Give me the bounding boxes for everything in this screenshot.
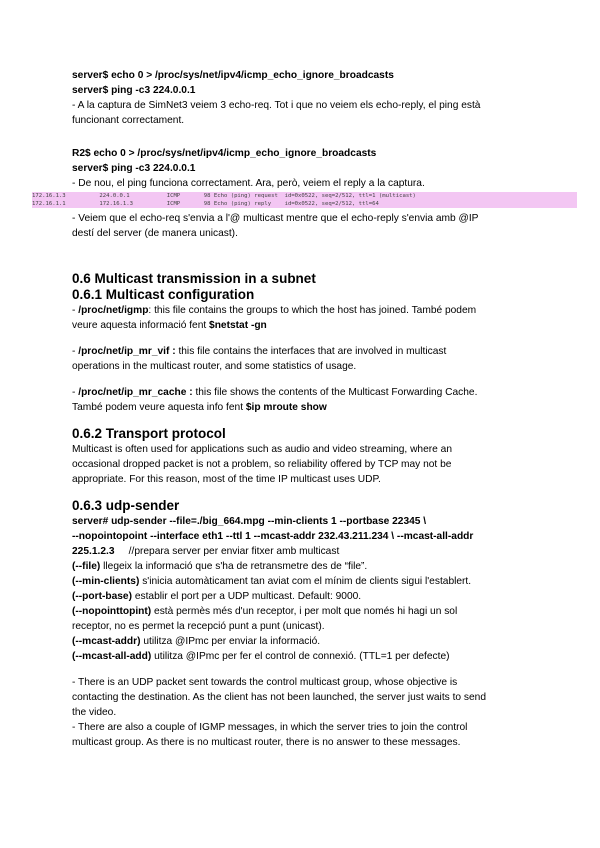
text-span: this file shows the contents of the Multicast Forwarding Cache. [192, 387, 478, 398]
text-span: this file contains the interfaces that are involved in multicast [175, 346, 447, 357]
capture-row: 172.16.1.1 172.16.1.3 ICMP 98 Echo (ping) reply id=0x0522, seq=2/512, ttl=64 [32, 201, 379, 207]
option-description: utilitza @IPmc per fer el control de connexió. (TTL=1 per defecte) [151, 651, 450, 662]
command-text: R2$ echo 0 > /proc/sys/net/ipv4/icmp_echo_ignore_broadcasts [72, 148, 377, 159]
option-key: (--mcast-all-add) [72, 651, 152, 662]
option-key: (--file) [72, 561, 101, 572]
paragraph-line [72, 318, 532, 333]
option-key: (--mcast-addr) [72, 636, 141, 647]
command-text: 225.1.2.3 [72, 546, 115, 557]
section-heading: 0.6 Multicast transmission in a subnet [72, 271, 316, 286]
command-comment: //prepara server per enviar fitxer amb multicast [114, 546, 340, 557]
option-description: establir el port per a UDP multicast. Default: 9000. [132, 591, 362, 602]
option-description: llegeix la informació que s'ha de retransmetre des de “file”. [100, 561, 368, 572]
command-text: server$ ping -c3 224.0.0.1 [72, 85, 196, 96]
command-line [72, 529, 532, 544]
command-line [72, 83, 532, 98]
option-line [72, 649, 532, 664]
command-line [72, 514, 532, 529]
option-line [72, 559, 532, 574]
document-page [32, 68, 532, 750]
paragraph-line [72, 400, 532, 415]
command-text: --nopointopoint --interface eth1 --ttl 1 --mcast-addr 232.43.211.234 \ --mcast-all-addr [72, 531, 474, 542]
subsection-heading: 0.6.1 Multicast configuration [72, 287, 255, 302]
command-line [72, 544, 532, 559]
paragraph-line [72, 344, 532, 359]
command-text: server$ ping -c3 224.0.0.1 [72, 163, 196, 174]
text-span: : this file contains the groups to which the host has joined. També podem [148, 305, 477, 316]
command-text: server# udp-sender --file=./big_664.mpg --min-clients 1 --portbase 22345 \ [72, 516, 427, 527]
text-span: - [72, 387, 79, 398]
file-path: /proc/net/ip_mr_cache : [78, 387, 193, 398]
paragraph-line: funcionant correctament. [72, 115, 185, 126]
command-line [72, 68, 532, 83]
paragraph-line [72, 303, 532, 318]
capture-row: 172.16.1.3 224.0.0.1 ICMP 98 Echo (ping) request id=0x0522, seq=2/512, ttl=1 (multicast) [32, 193, 416, 199]
option-line [72, 604, 532, 619]
command-text: $netstat -gn [209, 320, 267, 331]
paragraph-line: - De nou, el ping funciona correctament. Ara, però, veiem el reply a la captura. [72, 178, 425, 189]
subsection-heading: 0.6.3 udp-sender [72, 498, 180, 513]
command-line [72, 146, 532, 161]
text-span: veure aquesta informació fent [72, 320, 210, 331]
paragraph-line [72, 385, 532, 400]
text-span: - [72, 346, 79, 357]
option-key: (--min-clients) [72, 576, 140, 587]
packet-capture [32, 192, 577, 208]
command-line [72, 161, 532, 176]
paragraph-line: - Veiem que el echo-req s'envia a l'@ multicast mentre que el echo-reply s'envia amb @IP [72, 213, 479, 224]
subsection-heading: 0.6.2 Transport protocol [72, 426, 226, 441]
paragraph-line: Multicast is often used for applications such as audio and video streaming, where an [72, 444, 452, 455]
option-description: s'inicia automàticament tan aviat com el mínim de clients sigui l'establert. [139, 576, 472, 587]
paragraph-line: destí del server (de manera unicast). [72, 228, 238, 239]
file-path: /proc/net/igmp [78, 305, 149, 316]
option-description: utilitza @IPmc per enviar la informació. [140, 636, 321, 647]
option-key: (--port-base) [72, 591, 132, 602]
paragraph-line: multicast group. As there is no multicast router, there is no answer to these messages. [72, 737, 461, 748]
command-text: server$ echo 0 > /proc/sys/net/ipv4/icmp_echo_ignore_broadcasts [72, 70, 394, 81]
option-line [72, 574, 532, 589]
option-key: (--nopointtopint) [72, 606, 152, 617]
paragraph-line: - There are also a couple of IGMP messages, in which the server tries to join the control [72, 722, 468, 733]
file-path: /proc/net/ip_mr_vif : [78, 346, 176, 357]
option-description: receptor, no es permet la recepció punt a punt (unicast). [72, 621, 325, 632]
option-line [72, 589, 532, 604]
text-span: També podem veure aquesta info fent [72, 402, 246, 413]
paragraph-line: occasional dropped packet is not a problem, so reliability offered by TCP may not be [72, 459, 452, 470]
option-description: està permès més d'un receptor, i per molt que només hi hagi un sol [151, 606, 458, 617]
text-span: - [72, 305, 79, 316]
paragraph-line: - A la captura de SimNet3 veiem 3 echo-req. Tot i que no veiem els echo-reply, el ping està [72, 100, 481, 111]
paragraph-line: the video. [72, 707, 117, 718]
paragraph-line: operations in the multicast router, and some statistics of usage. [72, 361, 357, 372]
paragraph-line: - There is an UDP packet sent towards the control multicast group, whose objective is [72, 677, 458, 688]
command-text: $ip mroute show [245, 402, 327, 413]
paragraph-line: appropriate. For this reason, most of the time IP multicast uses UDP. [72, 474, 381, 485]
option-line [72, 634, 532, 649]
paragraph-line: contacting the destination. As the client has not been launched, the server just waits to send [72, 692, 486, 703]
